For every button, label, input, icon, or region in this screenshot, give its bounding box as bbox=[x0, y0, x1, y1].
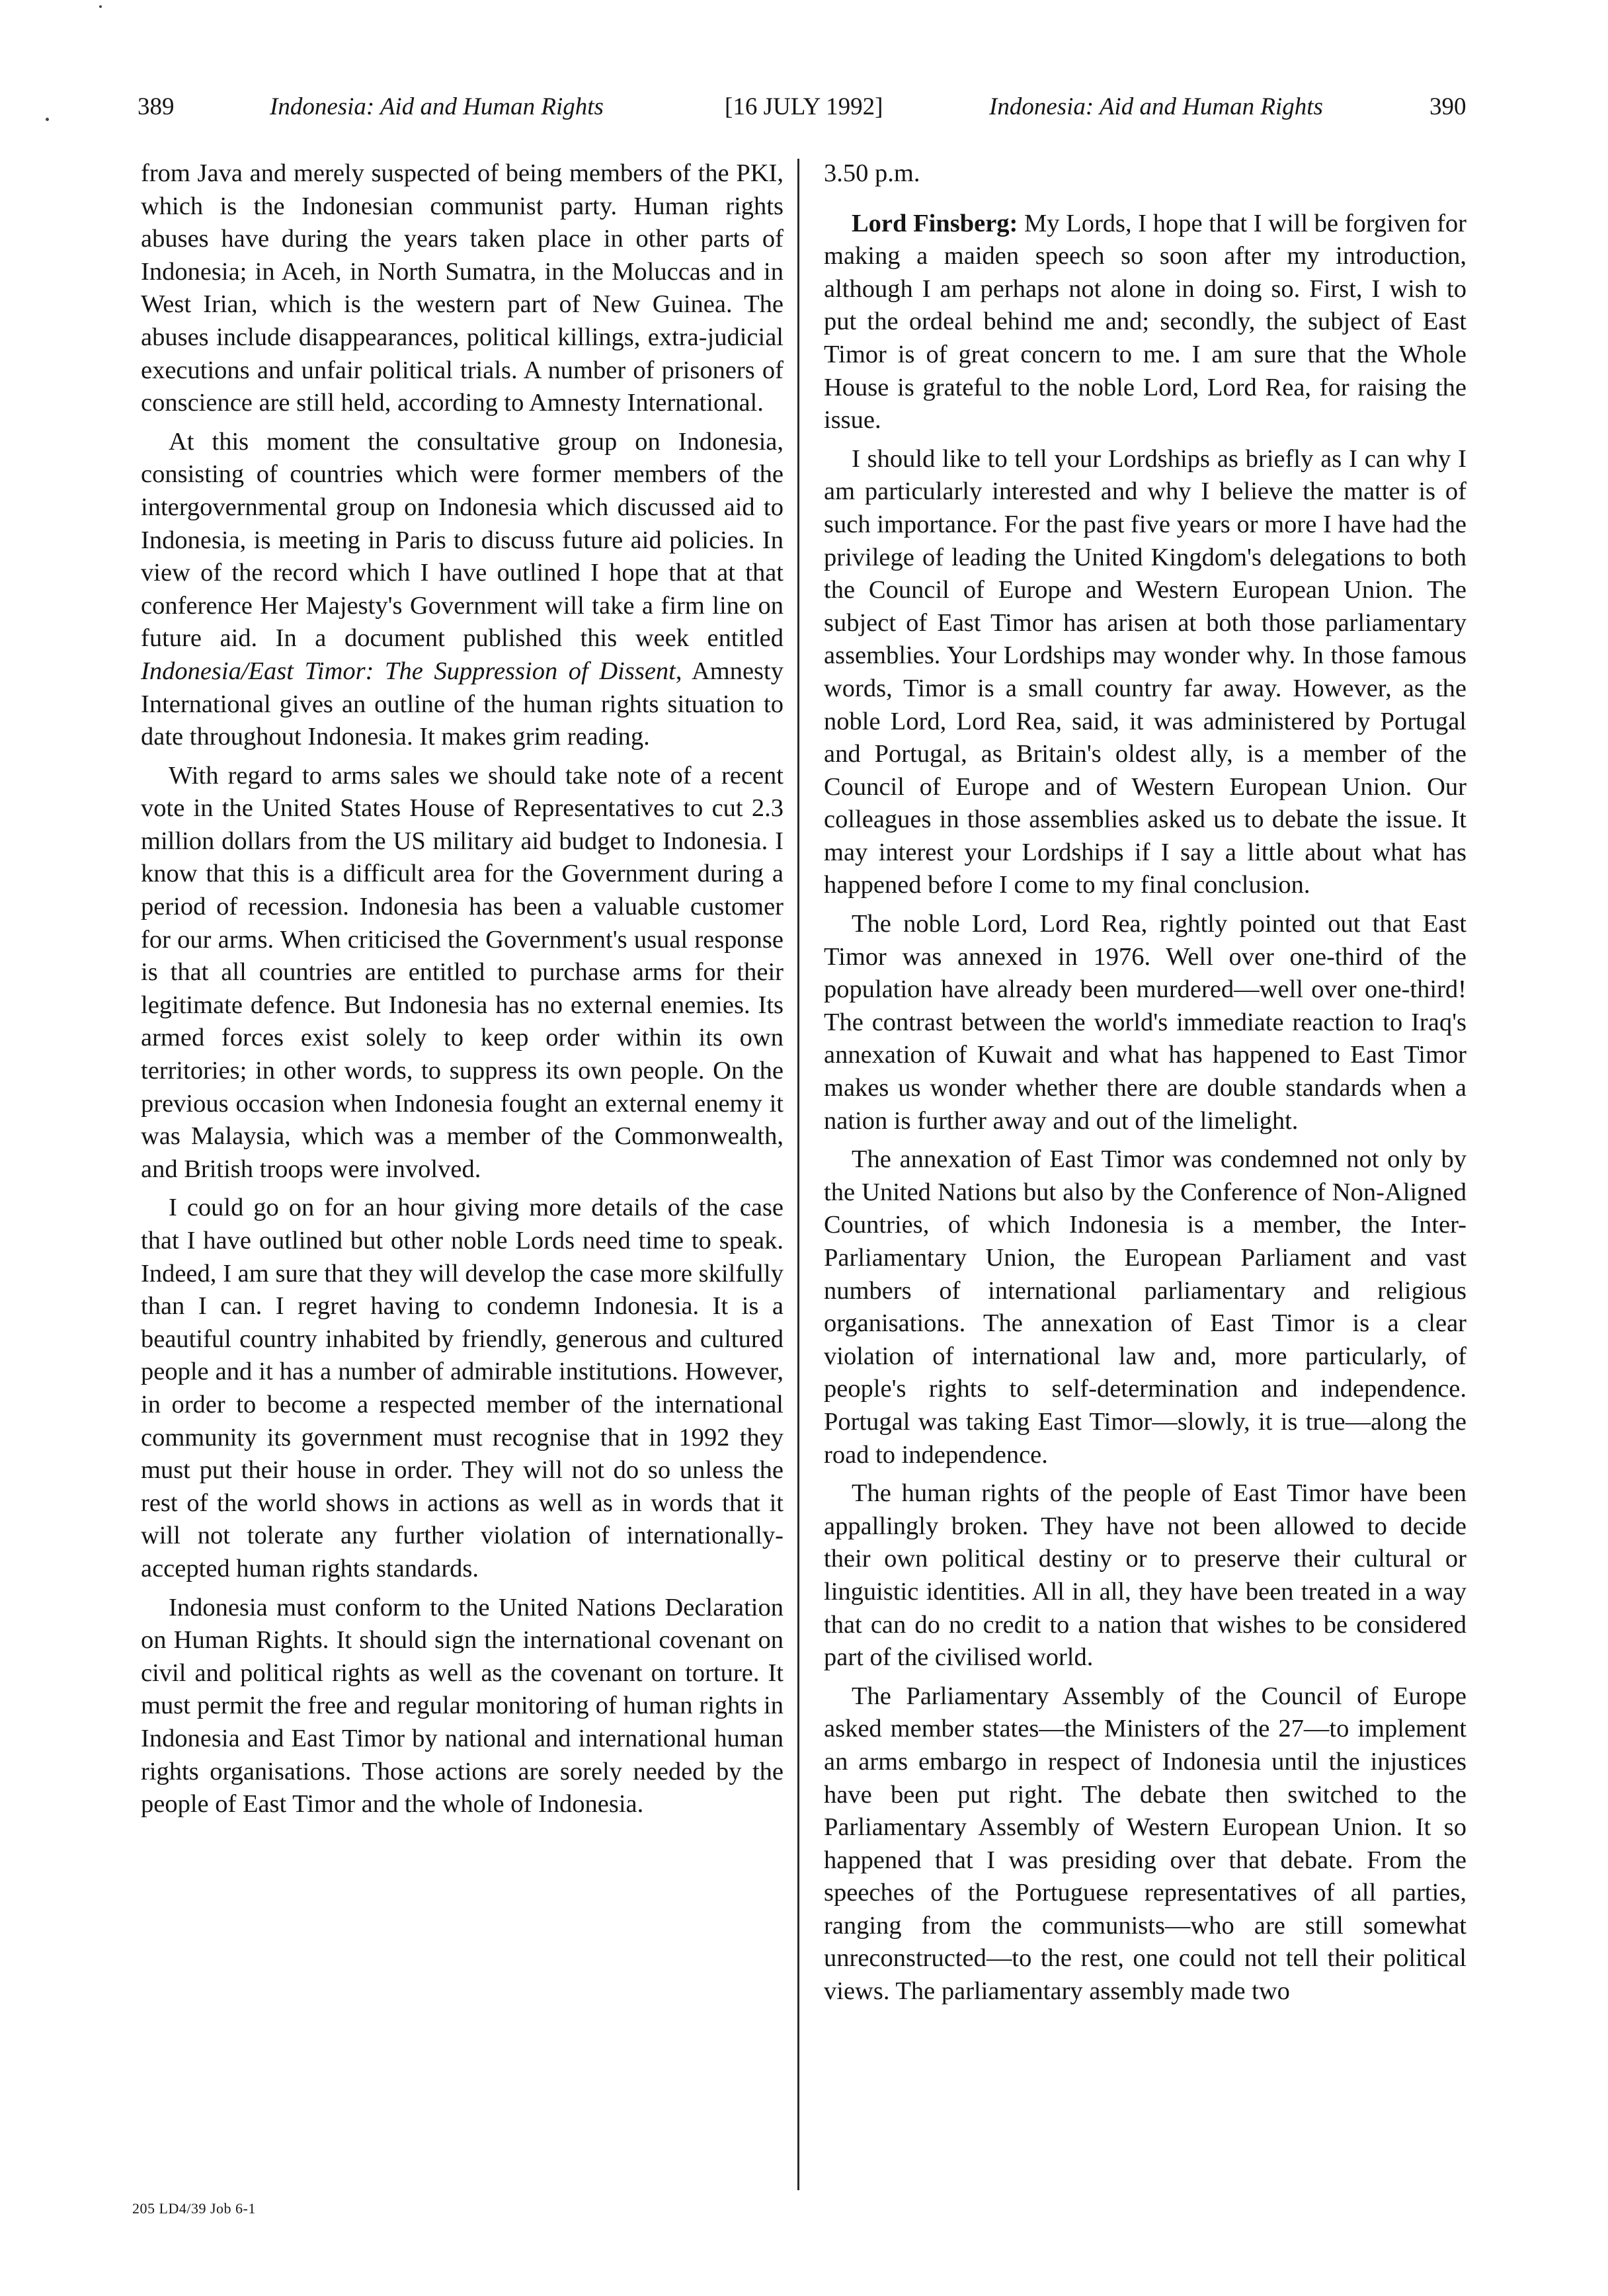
print-job-code: 205 LD4/39 Job 6-1 bbox=[132, 2200, 256, 2217]
speck-mark bbox=[99, 5, 102, 8]
paragraph: I should like to tell your Lordships as briefly as I can why I am particularly interested and why I believe the matter is of such importance. For the past five years or more I have had the privilege of leading the United Kingdom's delegations to both the Council of Europe and Western European Union. The subject of East Timor has arisen at both those parliamentary assemblies. Your Lordships may wonder why. In those famous words, Timor is a small country far away. However, as the noble Lord, Lord Rea, said, it was administered by Portugal and Portugal, as Britain's oldest ally, is a member of the Council of Europe and of Western European Union. Our colleagues in those assemblies asked us to debate the issue. It may interest your Lordships if I say a little about what has happened before I come to my final conclusion. bbox=[824, 444, 1467, 899]
paragraph: Indonesia must conform to the United Nations Declaration on Human Rights. It should sign the international covenant on civil and political rights as well as the covenant on torture. It must permit the free and regular monitoring of human rights in Indonesia and East Timor by national and international human rights organisations. Those actions are sorely needed by the people of East Timor and the whole of Indonesia. bbox=[141, 1593, 784, 1819]
column-number-right: 390 bbox=[1429, 93, 1467, 120]
document-title: Indonesia/East Timor: The Suppression of Dissent bbox=[141, 657, 676, 685]
speck-mark bbox=[46, 118, 49, 121]
paragraph: The annexation of East Timor was condemned not only by the United Nations but also by the Conference of Non-Aligned Countries, of which Indonesia is a member, the Inter-Parliamentary Union, the European Parliament and vast numbers of international parliamentary and religious organisations. The annexation of East Timor is a clear violation of international law and, more particularly, of people's rights to self-determination and independence. Portugal was taking East Timor—slowly, it is true—along the road to independence. bbox=[824, 1145, 1467, 1469]
speaker-name: Lord Finsberg: bbox=[852, 209, 1018, 237]
time-stamp: 3.50 p.m. bbox=[824, 159, 920, 187]
paragraph-text: At this moment the consultative group on Indonesia, consisting of countries which were former members of the intergovernmental group on Indonesia which discussed aid to Indonesia, is meeting in Paris to discuss future aid policies. In view of the record which I have outlined I hope that at that conference Her Majesty's Government will take a firm line on future aid. In a document published this week entitled bbox=[141, 427, 784, 653]
paragraph bbox=[824, 208, 1467, 437]
sitting-date: [16 JULY 1992] bbox=[725, 93, 883, 120]
paragraph-text: , Amnesty International gives an outline of the human rights situation to date throughout Indonesia. It makes grim reading. bbox=[141, 657, 784, 751]
paragraph: The Parliamentary Assembly of the Council of Europe asked member states—the Ministers of the 27—to implement an arms embargo in respect of Indonesia until the injustices have been put right. The debate then switched to the Parliamentary Assembly of Western European Union. It so happened that I was presiding over that debate. From the speeches of the Portuguese representatives of all parties, ranging from the communists—who are still somewhat unreconstructed—to the rest, one could not tell their political views. The parliamentary assembly made two bbox=[824, 1682, 1467, 2006]
running-title-left: Indonesia: Aid and Human Rights bbox=[270, 93, 604, 120]
left-column bbox=[141, 157, 784, 1827]
paragraph bbox=[141, 426, 784, 754]
paragraph: I could go on for an hour giving more details of the case that I have outlined but other noble Lords need time to speak. Indeed, I am sure that they will develop the case more skilfully than I can. I regret having to condemn Indonesia. It is a beautiful country inhabited by friendly, generous and cultured people and it has a number of admirable institutions. However, in order to become a respected member of the international community its government must recognise that in 1992 they must put their house in order. They will not do so unless the rest of the world shows in actions as well as in words that it will not tolerate any further violation of internationally-accepted human rights standards. bbox=[141, 1194, 784, 1582]
right-column bbox=[824, 157, 1467, 2014]
paragraph: The human rights of the people of East Timor have been appallingly broken. They have not been allowed to decide their own political destiny or to preserve their cultural or linguistic identities. All in all, they have been treated in a way that can do no credit to a nation that wishes to be considered part of the civilised world. bbox=[824, 1479, 1467, 1672]
column-number-left: 389 bbox=[138, 93, 175, 120]
paragraph: from Java and merely suspected of being members of the PKI, which is the Indonesian communist party. Human rights abuses have during the years taken place in other parts of Indonesia; in Aceh, in North Sumatra, in the Moluccas and in West Irian, which is the western part of New Guinea. The abuses include disappearances, political killings, extra-judicial executions and unfair political trials. A number of prisoners of conscience are still held, according to Amnesty International. bbox=[141, 159, 784, 417]
paragraph: The noble Lord, Lord Rea, rightly pointed out that East Timor was annexed in 1976. Well over one-third of the population have already been murdered—well over one-third! The contrast between the world's immediate reaction to Iraq's annexation of Kuwait and what has happened to East Timor makes us wonder whether there are double standards when a nation is further away and out of the limelight. bbox=[824, 910, 1467, 1135]
running-title-right: Indonesia: Aid and Human Rights bbox=[989, 93, 1323, 120]
paragraph: With regard to arms sales we should take note of a recent vote in the United States House of Representatives to cut 2.3 million dollars from the US military aid budget to Indonesia. I know that this is a difficult area for the Government during a period of recession. Indonesia has been a valuable customer for our arms. When criticised the Government's usual response is that all countries are entitled to purchase arms for their legitimate defence. But Indonesia has no external enemies. Its armed forces exist solely to keep order within its own territories; in other words, to suppress its own people. On the previous occasion when Indonesia fought an external enemy it was Malaysia, which was a member of the Commonwealth, and British troops were involved. bbox=[141, 761, 784, 1183]
column-divider bbox=[797, 159, 799, 2190]
paragraph-text: My Lords, I hope that I will be forgiven for making a maiden speech so soon after my introduction, although I am perhaps not alone in doing so. First, I wish to put the ordeal behind me and; secondly, the subject of East Timor is of great concern to me. I am sure that the Whole House is grateful to the noble Lord, Lord Rea, for raising the issue. bbox=[824, 209, 1467, 434]
